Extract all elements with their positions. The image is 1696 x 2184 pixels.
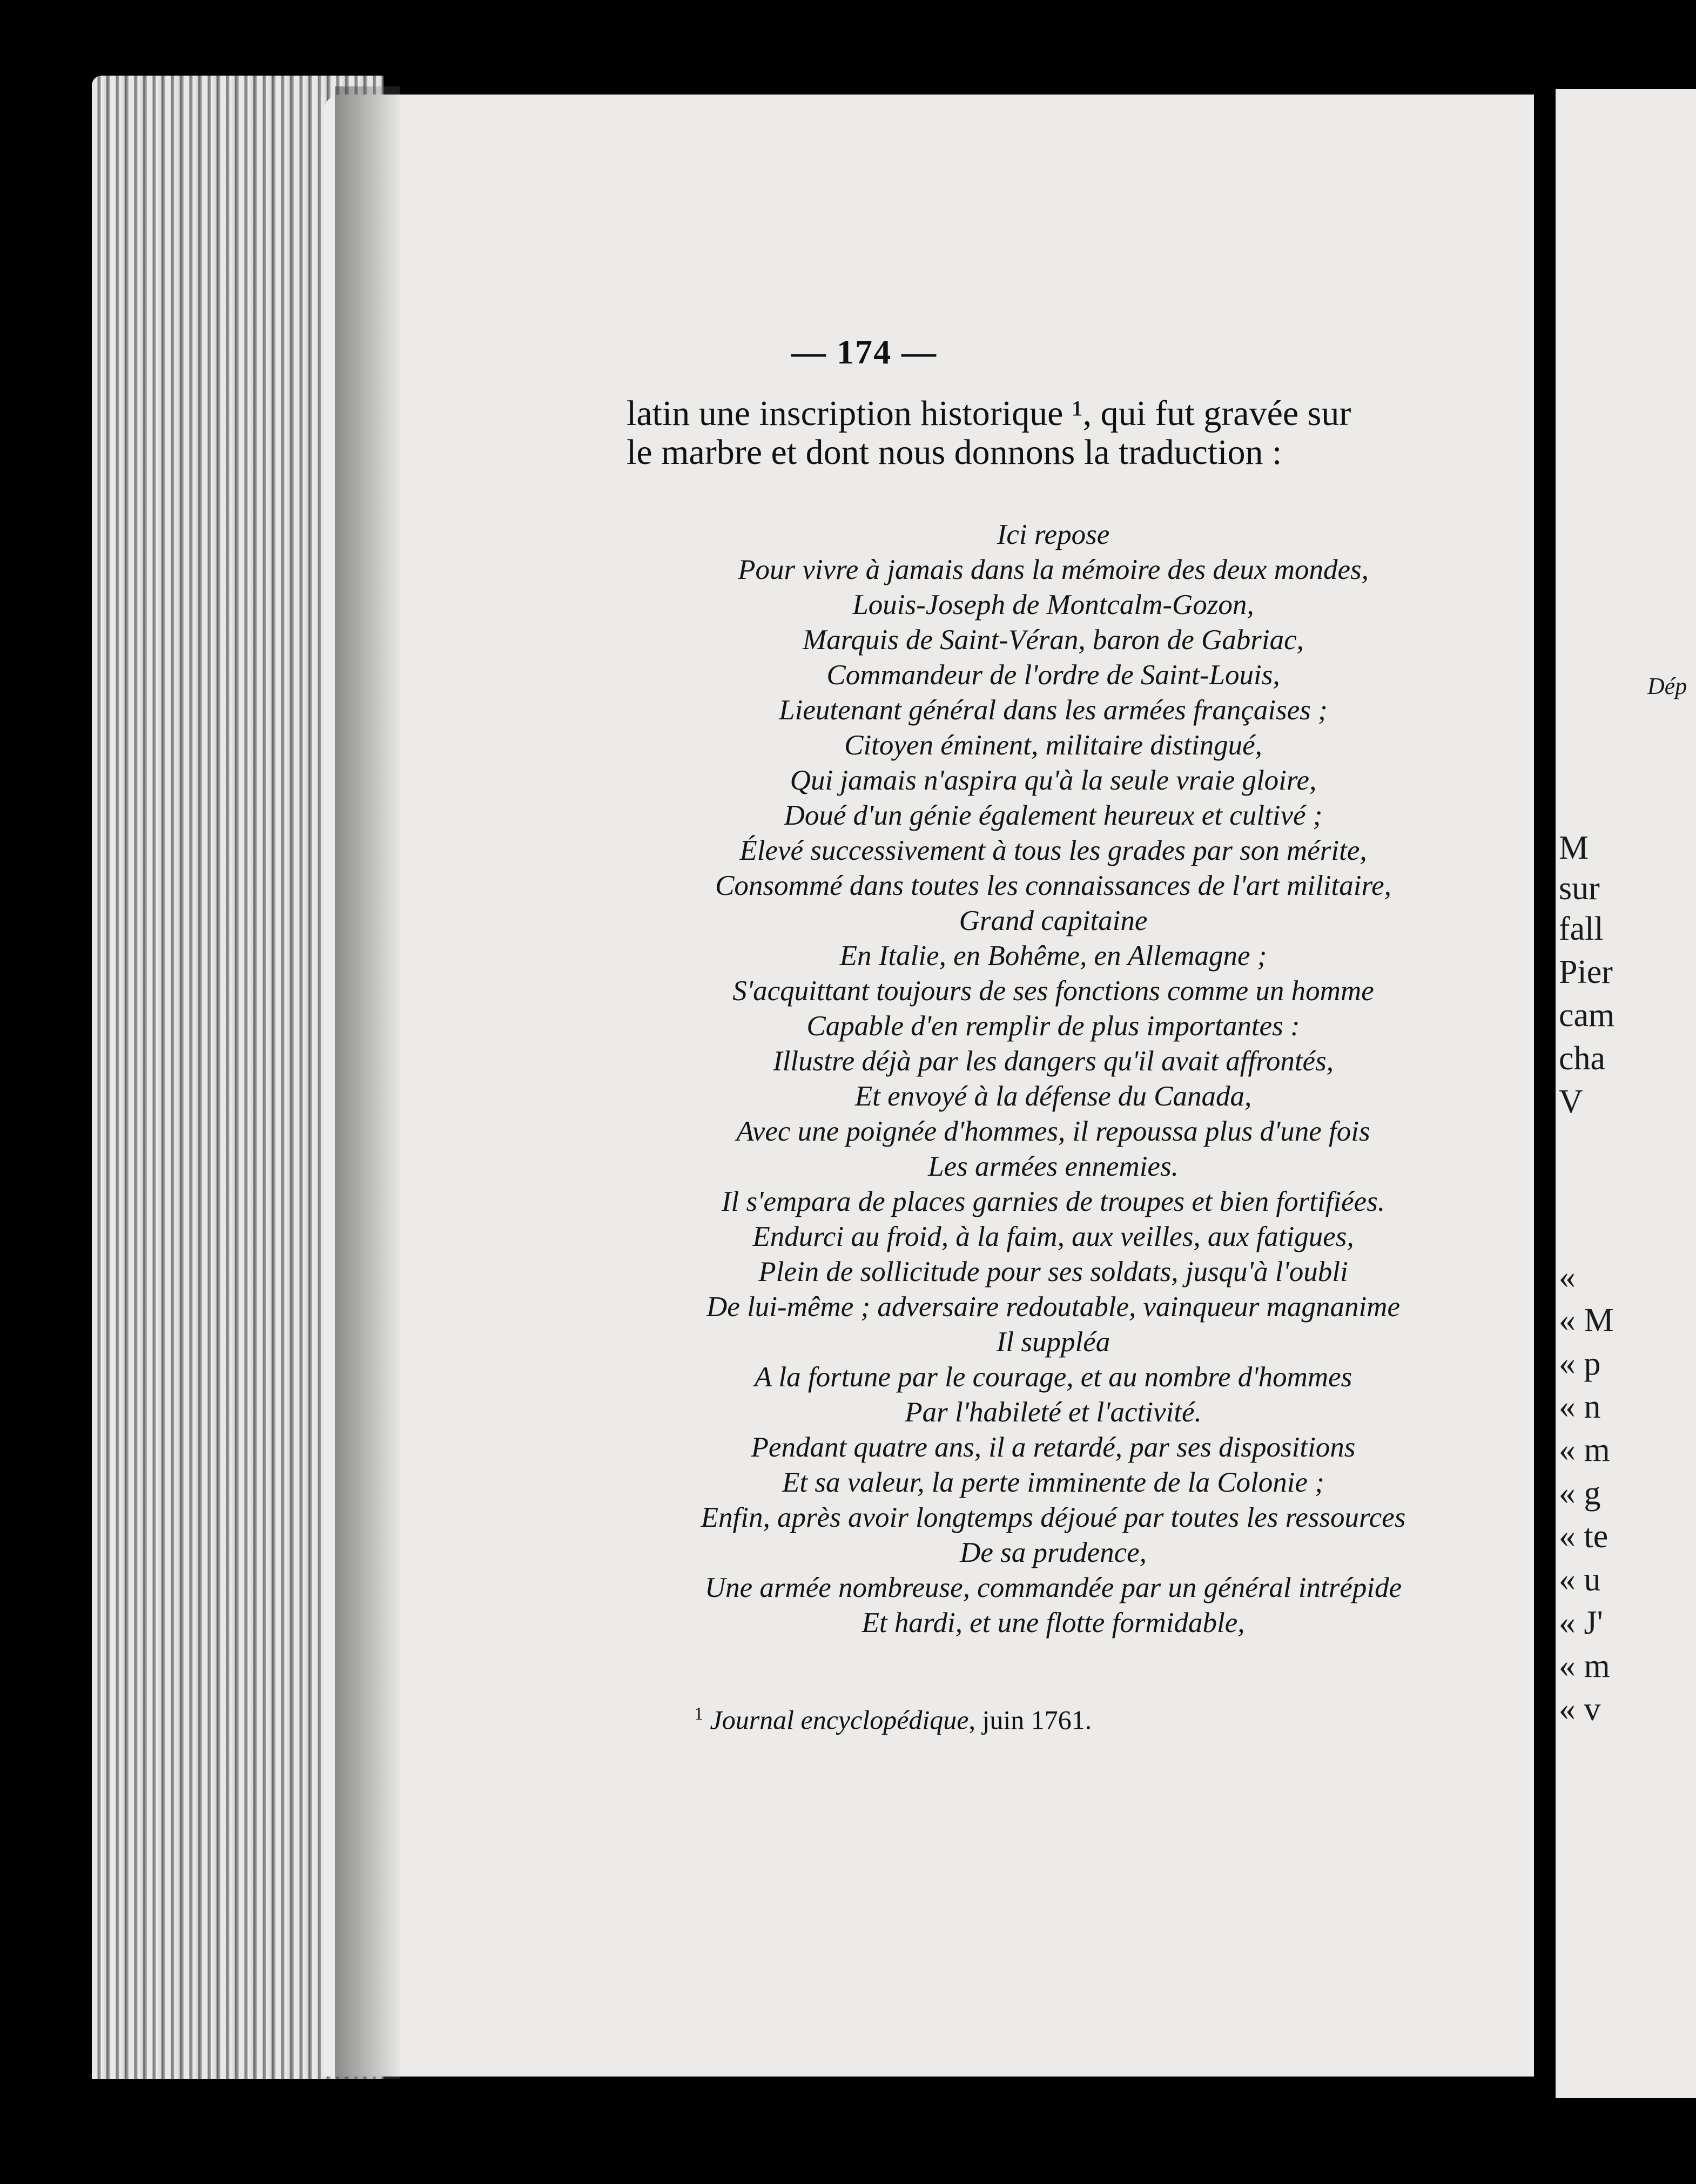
inscription-line: Ici repose: [997, 519, 1110, 550]
facing-page-fragment: « m: [1559, 1432, 1610, 1468]
facing-page-fragment: « g: [1559, 1475, 1601, 1512]
inscription-line: Consommé dans toutes les connaissances de l'art militaire,: [715, 870, 1391, 901]
inscription-line: Il s'empara de places garnies de troupes et bien fortifiées.: [721, 1186, 1385, 1217]
inscription-line: Et sa valeur, la perte imminente de la Colonie ;: [782, 1467, 1324, 1498]
facing-page-fragment: « J': [1559, 1605, 1603, 1641]
inscription-line: Avec une poignée d'hommes, il repoussa plus d'une fois: [736, 1116, 1370, 1147]
facing-page-fragment: « v: [1559, 1691, 1601, 1728]
inscription-line: Endurci au froid, à la faim, aux veilles, aux fatigues,: [752, 1221, 1354, 1252]
facing-page-fragment: Dép: [1647, 673, 1687, 699]
facing-page-fragment: cam: [1559, 997, 1615, 1034]
inscription-line: De sa prudence,: [960, 1537, 1147, 1568]
inscription-line: De lui-même ; adversaire redoutable, vainqueur magnanime: [706, 1291, 1400, 1323]
inscription-line: Illustre déjà par les dangers qu'il avait affrontés,: [773, 1046, 1334, 1077]
inscription-line: Lieutenant général dans les armées françaises ;: [779, 695, 1328, 726]
inscription-line: A la fortune par le courage, et au nombre d'hommes: [754, 1361, 1352, 1393]
inscription-line: Citoyen éminent, militaire distingué,: [844, 730, 1262, 761]
footnote: [694, 1704, 1092, 1736]
page-number: — 174 —: [791, 333, 937, 371]
inscription-line: Louis-Joseph de Montcalm-Gozon,: [852, 589, 1254, 621]
intro-line: latin une inscription historique ¹, qui fut gravée sur: [627, 394, 1351, 433]
inscription-line: Il suppléa: [996, 1326, 1111, 1358]
facing-page-fragment: « m: [1559, 1648, 1610, 1684]
facing-page-fragment: « p: [1559, 1345, 1601, 1382]
facing-page-fragment: « u: [1559, 1561, 1601, 1598]
facing-page-fragment: Pier: [1559, 954, 1613, 990]
inscription-line: En Italie, en Bohême, en Allemagne ;: [839, 940, 1267, 972]
inscription-line: Doué d'un génie également heureux et cultivé ;: [784, 800, 1323, 831]
inscription-line: Pour vivre à jamais dans la mémoire des deux mondes,: [738, 554, 1369, 585]
inscription-line: Marquis de Saint-Véran, baron de Gabriac,: [803, 624, 1304, 656]
inscription-line: Capable d'en remplir de plus importantes :: [806, 1010, 1300, 1042]
inscription-line: Enfin, après avoir longtemps déjoué par toutes les ressources: [701, 1502, 1406, 1533]
facing-page-fragment: « n: [1559, 1388, 1601, 1425]
inscription-line: Commandeur de l'ordre de Saint-Louis,: [826, 659, 1280, 691]
facing-page: [1556, 89, 1696, 2098]
gutter-shadow: [335, 86, 400, 2079]
inscription-line: Élevé successivement à tous les grades par son mérite,: [739, 835, 1367, 866]
facing-page-fragment: V: [1559, 1083, 1583, 1120]
inscription-line: Et envoyé à la défense du Canada,: [854, 1081, 1252, 1112]
facing-page-fragment: « te: [1559, 1518, 1608, 1555]
facing-page-fragment: «: [1559, 1259, 1576, 1296]
inscription-line: Grand capitaine: [959, 905, 1148, 936]
facing-page-fragment: « M: [1559, 1302, 1614, 1339]
inscription-line: Les armées ennemies.: [928, 1151, 1179, 1182]
inscription-text: [637, 517, 1469, 1641]
inscription-line: Plein de sollicitude pour ses soldats, jusqu'à l'oubli: [758, 1256, 1348, 1288]
inscription-line: S'acquittant toujours de ses fonctions comme un homme: [732, 975, 1374, 1007]
inscription-line: Par l'habileté et l'activité.: [905, 1397, 1202, 1428]
facing-page-fragment: M: [1559, 830, 1589, 866]
footnote-date: , juin 1761.: [968, 1704, 1092, 1735]
footnote-mark: 1: [694, 1704, 703, 1724]
inscription-line: Une armée nombreuse, commandée par un général intrépide: [704, 1572, 1402, 1603]
intro-line: le marbre et dont nous donnons la traduction :: [627, 433, 1282, 472]
facing-page-fragment: sur: [1559, 870, 1600, 907]
inscription-line: Et hardi, et une flotte formidable,: [862, 1607, 1245, 1639]
footnote-source: Journal encyclopédique: [710, 1704, 969, 1735]
inscription-line: Pendant quatre ans, il a retardé, par ses dispositions: [751, 1432, 1356, 1463]
inscription-line: Qui jamais n'aspira qu'à la seule vraie gloire,: [790, 765, 1317, 796]
facing-page-fragment: fall: [1559, 911, 1604, 947]
facing-page-fragment: cha: [1559, 1040, 1606, 1077]
